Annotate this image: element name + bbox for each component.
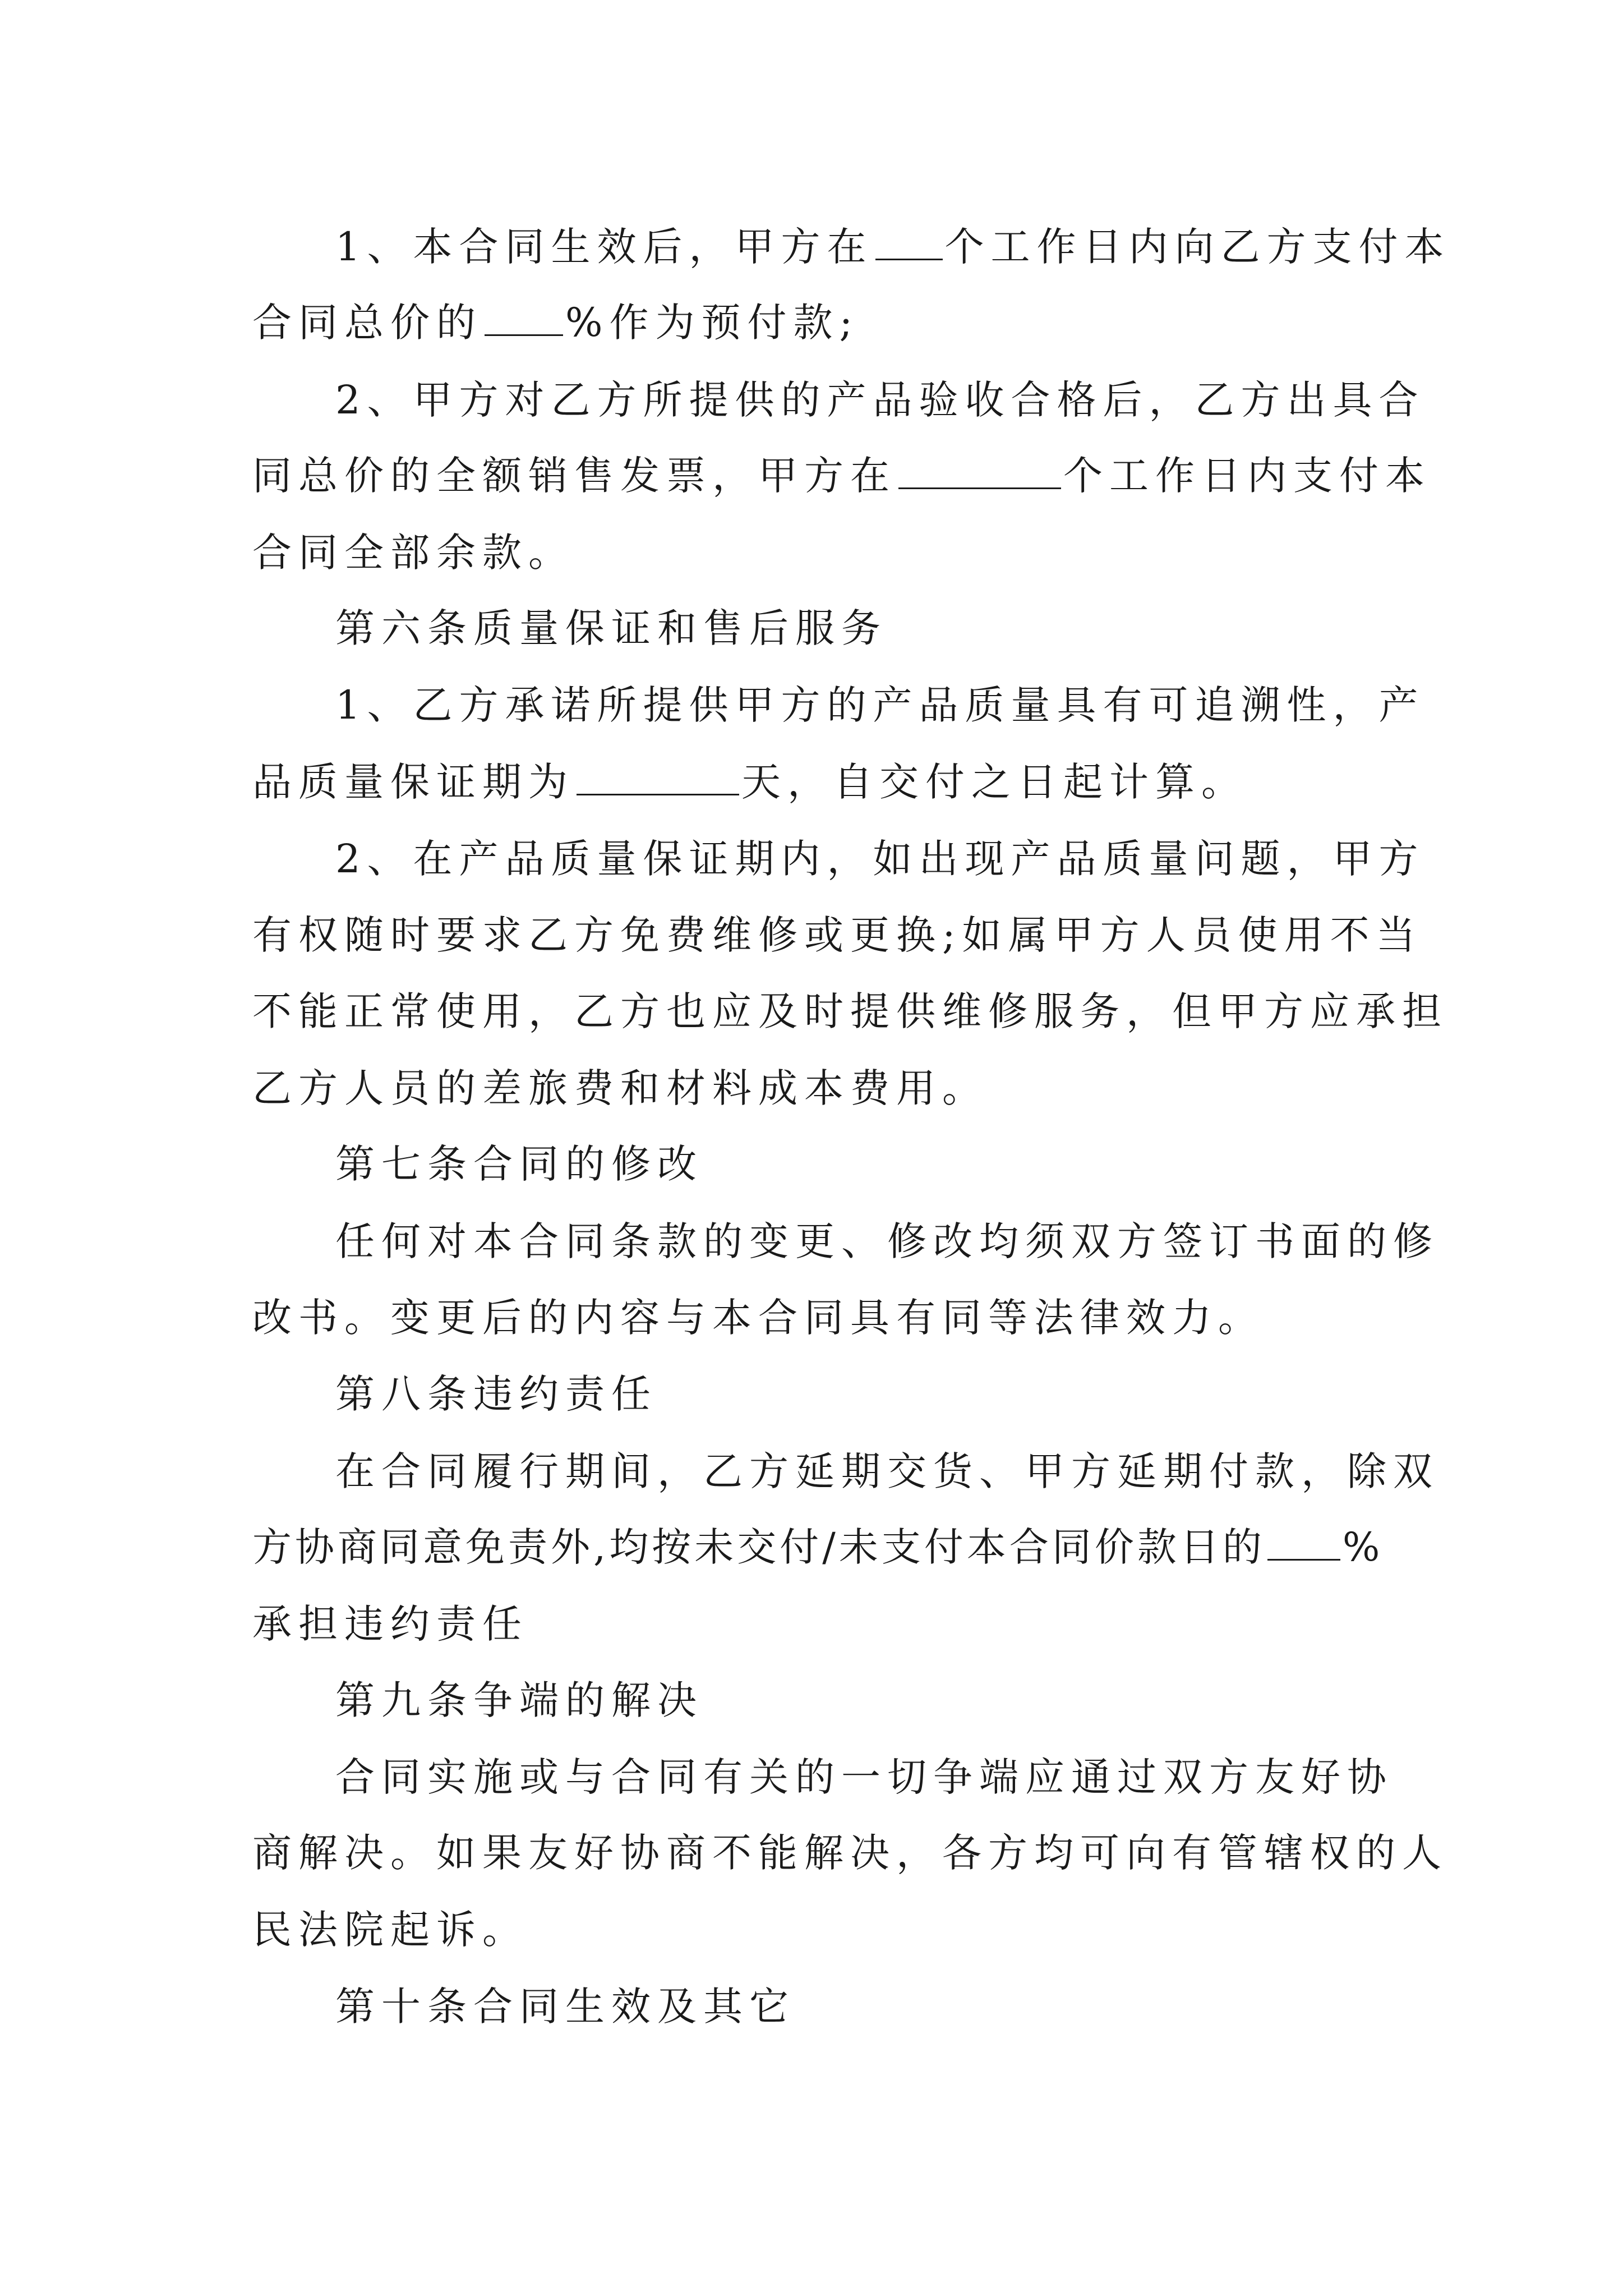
- blank-workdays-1: [875, 226, 943, 260]
- quality-clause-2-line-2: 有权随时要求乙方免费维修或更换;如属甲方人员使用不当: [252, 912, 1422, 958]
- payment-clause-1-line-1: 1、本合同生效后，甲方在 个工作日内向乙方支付本: [335, 224, 1451, 270]
- section-heading-10: 第十条合同生效及其它: [335, 1984, 795, 2030]
- amendment-clause-line-2: 改书。变更后的内容与本合同具有同等法律效力。: [252, 1295, 1264, 1341]
- quality-clause-1-line-1: 1、乙方承诺所提供甲方的产品质量具有可追溯性，产: [335, 682, 1425, 728]
- quality-clause-2-line-1: 2、在产品质量保证期内，如出现产品质量问题，甲方: [335, 836, 1425, 882]
- section-heading-8: 第八条违约责任: [335, 1371, 657, 1417]
- quality-clause-2-line-3: 不能正常使用，乙方也应及时提供维修服务，但甲方应承担: [252, 988, 1448, 1034]
- dispute-clause-line-2: 商解决。如果友好协商不能解决，各方均可向有管辖权的人: [252, 1830, 1448, 1876]
- section-heading-6: 第六条质量保证和售后服务: [335, 605, 887, 651]
- blank-warranty-days: [577, 761, 739, 795]
- blank-penalty-percent: [1267, 1526, 1340, 1561]
- payment-clause-1-line-2: 合同总价的 %作为预付款;: [252, 300, 860, 346]
- liability-clause-line-2: 方协商同意免责外,均按未交付/未支付本合同价款日的 %: [252, 1524, 1384, 1570]
- blank-prepay-percent: [485, 302, 563, 336]
- quality-clause-2-line-4: 乙方人员的差旅费和材料成本费用。: [252, 1065, 988, 1111]
- payment-clause-2-line-1: 2、甲方对乙方所提供的产品验收合格后，乙方出具合: [335, 377, 1425, 423]
- amendment-clause-line-1: 任何对本合同条款的变更、修改均须双方签订书面的修: [335, 1218, 1439, 1264]
- section-heading-7: 第七条合同的修改: [335, 1141, 703, 1187]
- section-heading-9: 第九条争端的解决: [335, 1677, 703, 1723]
- payment-clause-2-line-3: 合同全部余款。: [252, 530, 574, 576]
- dispute-clause-line-3: 民法院起诉。: [252, 1907, 528, 1953]
- liability-clause-line-1: 在合同履行期间，乙方延期交货、甲方延期付款，除双: [335, 1448, 1439, 1494]
- dispute-clause-line-1: 合同实施或与合同有关的一切争端应通过双方友好协: [335, 1754, 1393, 1800]
- blank-workdays-2: [898, 455, 1061, 489]
- payment-clause-2-line-2: 同总价的全额销售发票，甲方在 个工作日内支付本: [252, 453, 1431, 499]
- liability-clause-line-3: 承担违约责任: [252, 1601, 528, 1647]
- quality-clause-1-line-2: 品质量保证期为 天，自交付之日起计算。: [252, 759, 1247, 805]
